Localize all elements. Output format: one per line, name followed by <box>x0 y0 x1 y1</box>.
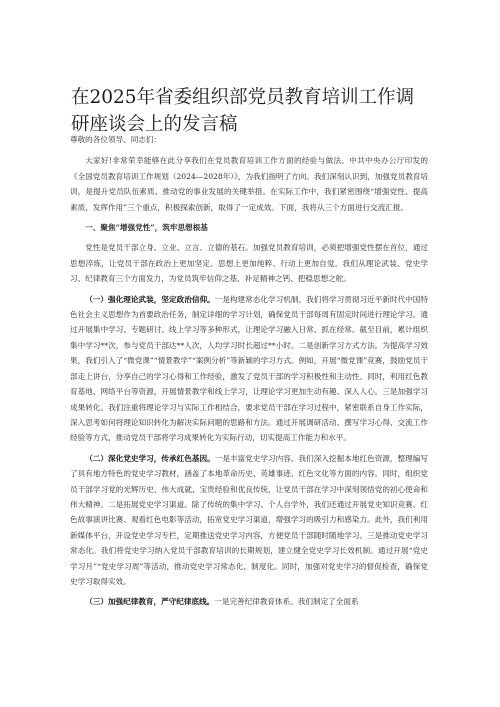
subsection-3-heading: （三）加强纪律教育，严守纪律底线。 <box>85 597 215 607</box>
section-heading-1: 一、聚焦“增强党性”，筑牢思想根基 <box>85 223 208 233</box>
section-1-intro: 党性是党员干部立身、立业、立言、立德的基石。加强党员教育培训，必须把增强党性摆在首位，通过思想淬炼，让党员干部在政治上更加坚定、思想上更加纯粹、行动上更加自觉。我们从理论武装、党史学习、纪律教育三个方面发力，为党员筑牢信仰之基、补足精神之钙、把稳思想之舵。 <box>70 243 428 284</box>
subsection-2-heading: （二）深化党史学习，传承红色基因。 <box>85 453 215 463</box>
subsection-2-body: 一是丰富党史学习内容。我们深入挖掘本地红色资源，整理编写了具有地方特色的党史学习教材，涵盖了本地革命历史、英雄事迹、红色文化等方面的内容。同时，组织党员干部学习党的光辉历史、伟大成就、宝贵经验和优良传统，让党员干部在学习中深刻领悟党的初心使命和伟大精神。二是拓展党史学习渠道。除了传统的集中学习、个人自学外，我们还通过开展党史知识竞赛、红色故事演讲比赛、观看红色电影等活动，拓宽党史学习渠道，增强学习的吸引力和感染力。此外，我们利用新媒体平台，开设党史学习专栏，定期推送党史学习内容，方便党员干部随时随地学习。三是推动党史学习常态化。我们将党史学习纳入党员干部教育培训的长期规划，建立健全党史学习长效机制。通过开展“党史学习月”“党史学习周”等活动，推动党史学习常态化、制度化。同时，加强对党史学习的督促检查，确保党史学习取得实效。 <box>70 453 428 586</box>
subsection-1 <box>70 292 428 446</box>
subsection-1-body: 一是构建常态化学习机制。我们将学习贯彻习近平新时代中国特色社会主义思想作为首要政治任务，制定详细的学习计划，确保党员干部每周有固定时间进行理论学习。通过开展集中学习、专题研讨、线上学习等多种形式，让理论学习融入日常、抓在经常。截至目前，累计组织集中学习**次，参与党员干部达**人次，人均学习时长超过**小时。二是创新学习方式方法。为提高学习效果，我们引入了“微党课”“情景教学”“案例分析”等新颖的学习方式。例如，开展“微党课”竞赛，鼓励党员干部走上讲台，分享自己的学习心得和工作经验，激发了党员干部的学习积极性和主动性。同时，利用红色教育基地、网络平台等资源，开展情景教学和线上学习，让理论学习更加生动有趣、深入人心。三是加强学习成果转化。我们注重将理论学习与实际工作相结合，要求党员干部在学习过程中，紧密联系自身工作实际，深入思考如何将理论知识转化为解决实际问题的思路和方法。通过开展调研活动、撰写学习心得、交流工作经验等方式，推动党员干部将学习成果转化为实际行动，切实提高工作能力和水平。 <box>70 294 428 443</box>
intro-paragraph: 大家好!非常荣幸能够在此分享我们在党员教育培训工作方面的经验与做法。中共中央办公厅印发的《全国党员教育培训工作规划（2024—2028年）》，为我们指明了方向。我们深刻认识到，加强党员教育培训，是提升党员队伍素质、推动党的事业发展的关键举措。在实际工作中，我们紧密围绕“增强党性、提高素质、发挥作用”三个重点，积极探索创新，取得了一定成效。下面，我将从三个方面进行交流汇报。 <box>70 156 428 212</box>
salutation: 尊敬的各位领导、同志们： <box>70 135 162 144</box>
document-title: 在2025年省委组织部党员教育培训工作调研座谈会上的发言稿 <box>71 87 415 136</box>
subsection-3 <box>70 594 428 609</box>
document-body <box>70 132 428 610</box>
subsection-2 <box>70 451 428 590</box>
subsection-3-body: 一是完善纪律教育体系。我们制定了全面系 <box>214 597 359 607</box>
subsection-1-heading: （一）强化理论武装，坚定政治信仰。 <box>85 294 215 304</box>
